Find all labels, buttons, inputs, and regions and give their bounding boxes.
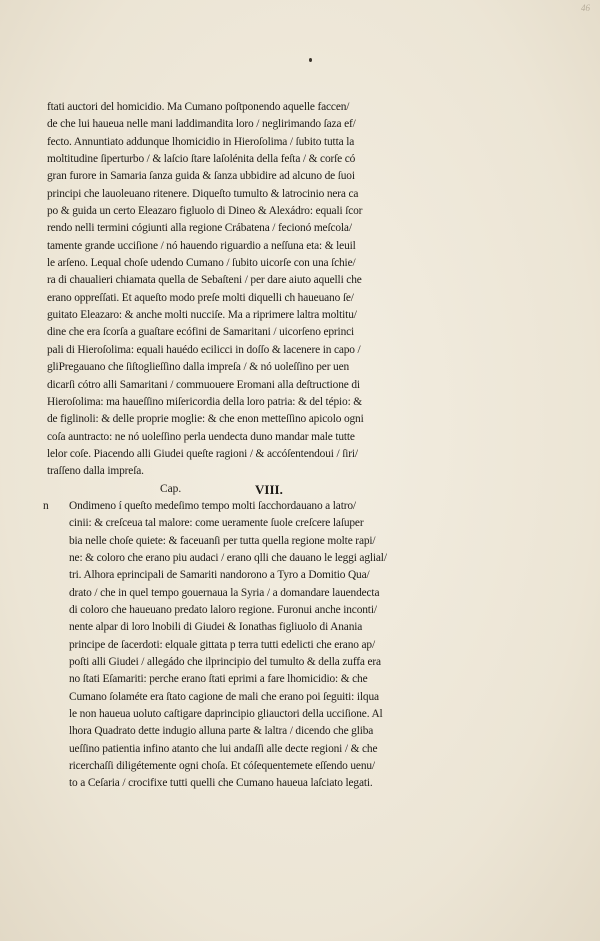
- text-line: [47, 324, 467, 341]
- line-text: de figlinoli: & delle proprie moglie: & che enon metteſſino apicolo ogni: [47, 413, 364, 426]
- initial-letter: n: [43, 499, 49, 512]
- text-line: [47, 377, 467, 394]
- line-text: lhora Quadrato dette indugio alluna parte & laltra / dicendo che gliba: [69, 725, 374, 738]
- line-text: ueſſino patientia infino atanto che lui andaſſi alle decte regioni / & che: [69, 742, 378, 755]
- line-text: dine che era ſcorſa a guaſtare ecófini de Samaritani / uicorſeno eprinci: [47, 326, 355, 339]
- text-line: [47, 290, 467, 307]
- text-line: [47, 619, 467, 636]
- chapter-number: VIII.: [255, 481, 283, 497]
- text-line: [47, 151, 467, 168]
- text-line: [47, 238, 467, 255]
- line-text: ricerchaſſi diligétemente ogni choſa. Et cóſequentemete eſſendo uenu/: [69, 760, 375, 773]
- text-line: [47, 723, 467, 740]
- line-text: de che lui haueua nelle mani laddimandita loro / neglirimando ſaza ef/: [47, 118, 356, 131]
- line-text: tamente grande ucciſione / nó hauendo riguardio a neſſuna eta: & leuil: [47, 239, 356, 252]
- line-text: po & guida un certo Eleazaro figluolo di Dineo & Alexádro: equali ſcor: [47, 205, 363, 218]
- line-text: traſſeno dalla impreſa.: [47, 465, 144, 478]
- line-text: ra di chaualieri chiamata quella de Sebaſteni / per dare aiuto aquelli che: [47, 274, 362, 287]
- ink-mark: [309, 58, 312, 62]
- text-line: [47, 272, 467, 289]
- text-line: [47, 411, 467, 428]
- text-line: [47, 550, 467, 567]
- text-line: [47, 741, 467, 758]
- line-text: cinii: & creſceua tal malore: come ueramente ſuole creſcere laſuper: [69, 517, 364, 530]
- text-line: [47, 637, 467, 654]
- text-line: [47, 116, 467, 133]
- text-line: [47, 186, 467, 203]
- text-line: [47, 203, 467, 220]
- text-line: [47, 567, 467, 584]
- line-text: pali di Hieroſolima: equali hauédo ecilicci in doſſo & lacenere in capo /: [47, 343, 361, 356]
- line-text: le arſeno. Lequal choſe udendo Cumano / ſubito uicorſe con una ſchie/: [47, 257, 356, 270]
- text-line: [47, 758, 467, 775]
- text-line: [47, 255, 467, 272]
- text-line: [47, 342, 467, 359]
- folio-number: 46: [581, 3, 590, 13]
- chapter-label: Cap.: [160, 482, 182, 495]
- text-line: [47, 585, 467, 602]
- text-line: [47, 359, 467, 376]
- line-text: Cumano ſolaméte era ſtato cagione de mali che erano poi ſeguiti: ilqua: [69, 690, 379, 703]
- line-text: drato / che in quel tempo gouernaua la Syria / a domandare lauendecta: [69, 586, 380, 599]
- line-text: coſa auntracto: ne nó uoleſſino perla uendecta duno mandar male tutte: [47, 430, 355, 443]
- line-text: dicarſi cótro alli Samaritani / commuouere Eromani alla deſtructione di: [47, 378, 360, 391]
- line-text: gliPregauano che ſiſtoglieſſino dalla impreſa / & nó uoleſſino per uen: [47, 361, 350, 374]
- line-text: guitato Eleazaro: & anche molti nucciſe. Ma a riprimere laltra moltitu/: [47, 309, 357, 322]
- text-block: [43, 99, 467, 793]
- text-line: [47, 429, 467, 446]
- line-text: principi che lauoleuano ritenere. Diqueſto tumulto & latrocinio nera ca: [47, 187, 359, 200]
- line-text: le non haueua uoluto caſtigare daprincipio gliauctori della ucciſione. Al: [69, 708, 383, 721]
- line-text: tri. Alhora eprincipali de Samariti nandorono a Tyro a Domitio Qua/: [69, 569, 370, 582]
- line-text: to a Ceſaria / crocifixe tutti quelli che Cumano haueua laſciato legati.: [69, 777, 373, 790]
- chapter-heading: [47, 481, 467, 498]
- text-line: [47, 463, 467, 480]
- text-line: [43, 498, 467, 515]
- text-line: [47, 134, 467, 151]
- line-text: gran furore in Samaria ſanza guida & ſanza ubbidire ad alcuno de ſuoi: [47, 170, 355, 183]
- line-text: ne: & coloro che erano piu audaci / erano qlli che dauano le leggi aglial/: [69, 551, 387, 564]
- line-text: moltitudine ſiperturbo / & laſcio ſtare laſolénita della feſta / & corſe có: [47, 153, 356, 166]
- text-line: [47, 168, 467, 185]
- line-text: Hieroſolima: ma haueſſino miſericordia della loro patria: & del tépio: &: [47, 395, 363, 408]
- line-text: no ſtati Eſamariti: perche erano ſtati eprimi a fare lhomicidio: & che: [69, 673, 368, 686]
- line-text: principe de ſacerdoti: elquale gittata p terra tutti edelicti che erano ap/: [69, 638, 375, 651]
- text-section-1: [47, 99, 467, 481]
- text-line: [47, 394, 467, 411]
- text-section-2: [43, 498, 467, 793]
- line-text: lelor coſe. Piacendo alli Giudei queſte ragioni / & accóſentendoui / ſiri/: [47, 447, 358, 460]
- line-text: rendo nelli termini cógiunti alla regione Crábatena / fecionó meſcola/: [47, 222, 352, 235]
- text-line: [47, 99, 467, 116]
- line-text: erano oppreſſati. Et aqueſto modo preſe molti diquelli ch haueuano ſe/: [47, 291, 354, 304]
- text-line: [47, 533, 467, 550]
- text-line: [47, 654, 467, 671]
- line-text: nente alpar di loro lnobili di Giudei & Ionathas figliuolo di Anania: [69, 621, 363, 634]
- text-line: [47, 689, 467, 706]
- line-text: poſti alli Giudei / allegádo che ilprincipio del tumulto & della zuffa era: [69, 656, 381, 668]
- line-text: fecto. Annuntiato addunque lhomicidio in Hieroſolima / ſubito tutta la: [47, 135, 355, 148]
- text-line: [47, 220, 467, 237]
- line-text: di coloro che haueuano predato laloro regione. Furonui anche inconti/: [69, 603, 377, 616]
- line-text: ftati auctori del homicidio. Ma Cumano poſtponendo aquelle faccen/: [47, 101, 350, 113]
- text-line: [47, 775, 467, 792]
- text-line: [47, 515, 467, 532]
- text-line: [47, 706, 467, 723]
- text-line: [47, 602, 467, 619]
- line-text: bia nelle choſe quiete: & faceuanſi per tutta quella regione molte rapi/: [69, 534, 376, 547]
- text-line: [47, 671, 467, 688]
- text-line: [47, 446, 467, 463]
- line-text: Ondimeno í queſto medeſimo tempo molti ſacchordauano a latro/: [69, 499, 356, 512]
- text-line: [47, 307, 467, 324]
